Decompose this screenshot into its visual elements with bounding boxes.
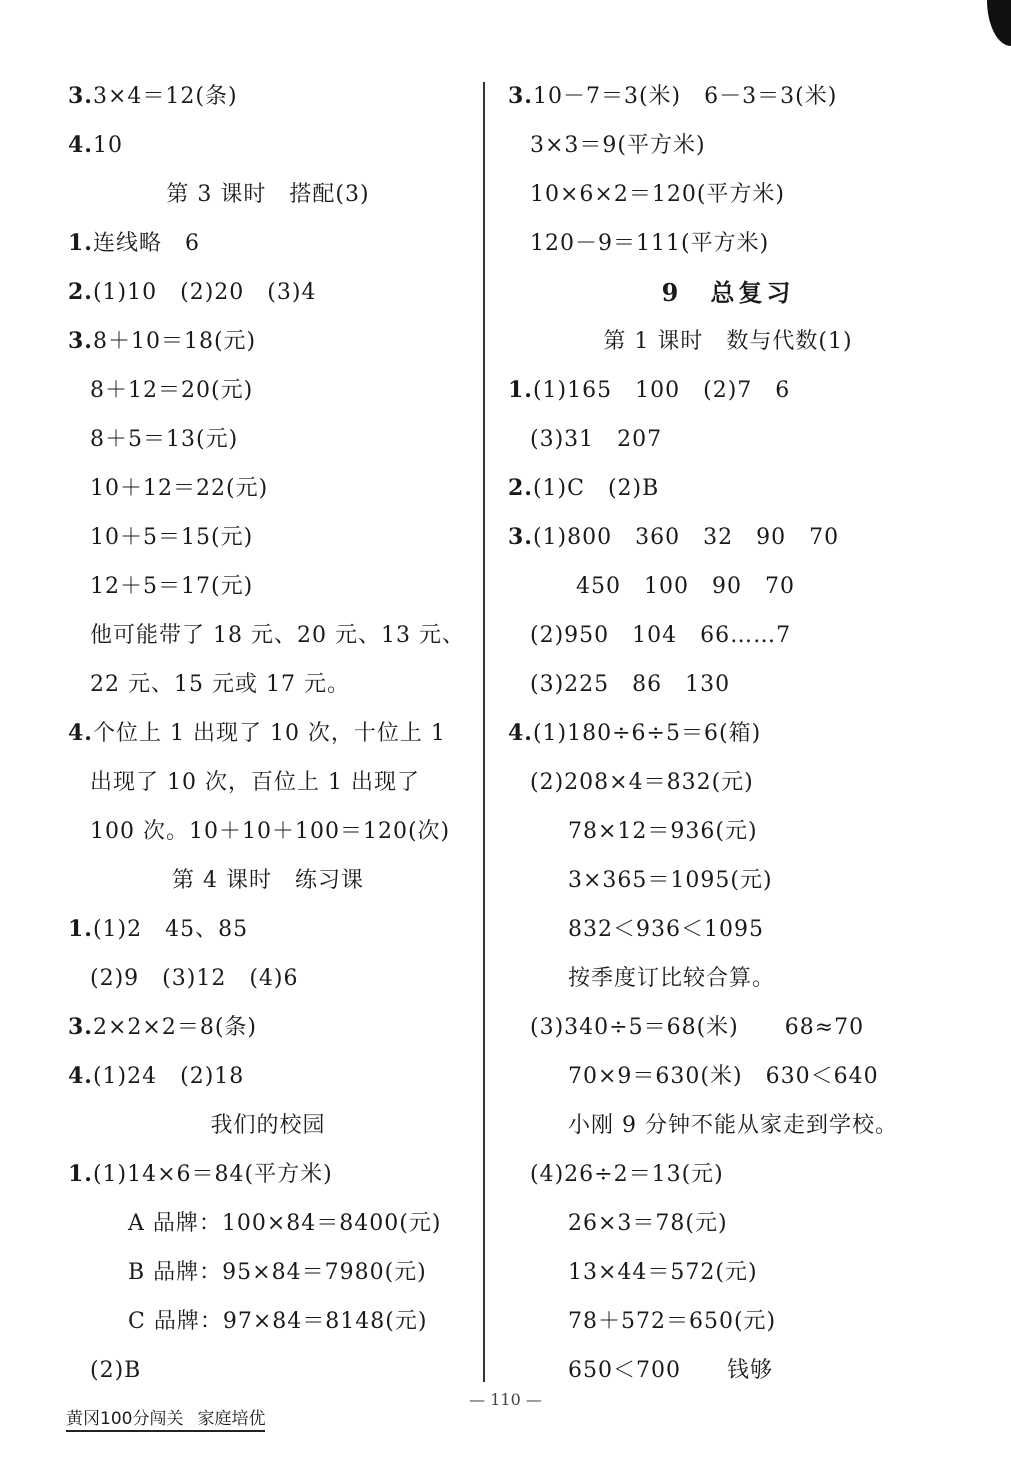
page-corner-mark <box>987 0 1011 46</box>
section-heading <box>508 268 948 317</box>
answer-line <box>68 415 468 464</box>
answer-line <box>68 219 468 268</box>
answer-text: 10 <box>92 133 123 158</box>
answer-text: 10－7＝3(米) 6－3＝3(米) <box>532 84 838 109</box>
answer-text: 22 元、15 元或 17 元。 <box>90 672 350 697</box>
answer-text: (1)24 (2)18 <box>92 1064 245 1089</box>
question-number: 1. <box>68 1161 93 1187</box>
question-number: 3. <box>508 83 533 109</box>
answer-line <box>508 1297 948 1346</box>
heading-text: 第 3 课时 搭配(3) <box>166 182 370 207</box>
answer-text: 连线略 6 <box>92 231 200 256</box>
answer-text: (2)950 104 66……7 <box>530 623 792 648</box>
answer-text: 78×12＝936(元) <box>568 819 758 844</box>
answer-line <box>508 366 948 415</box>
answer-text: 10＋5＝15(元) <box>90 525 254 550</box>
answer-text: (3)31 207 <box>530 427 663 452</box>
answer-line <box>508 464 948 513</box>
answer-line <box>68 954 468 1003</box>
answer-text: 8＋10＝18(元) <box>92 329 257 354</box>
answer-text: 78＋572＝650(元) <box>568 1309 777 1334</box>
answer-line <box>508 807 948 856</box>
answer-line <box>508 954 948 1003</box>
question-number: 3. <box>68 1014 93 1040</box>
question-number: 4. <box>68 1063 93 1089</box>
answer-text: (2)208×4＝832(元) <box>530 770 754 795</box>
answer-text: (1)180÷6÷5＝6(箱) <box>532 721 762 746</box>
answer-line <box>508 1199 948 1248</box>
answer-line <box>68 121 468 170</box>
question-number: 4. <box>68 720 93 746</box>
page-number: — 110 — <box>469 1390 542 1409</box>
answer-text: 13×44＝572(元) <box>568 1260 758 1285</box>
question-number: 4. <box>68 132 93 158</box>
answer-text: 10＋12＝22(元) <box>90 476 269 501</box>
answer-line <box>68 758 468 807</box>
answer-text: 3×365＝1095(元) <box>568 868 773 893</box>
section-heading <box>68 170 468 219</box>
answer-line <box>68 366 468 415</box>
answer-line <box>68 1003 468 1052</box>
answer-text: B 品牌：95×84＝7980(元) <box>128 1260 427 1285</box>
question-number: 3. <box>508 524 533 550</box>
answer-line <box>68 807 468 856</box>
answer-line <box>508 856 948 905</box>
brand-title: 黄冈100分闯关 <box>66 1409 184 1429</box>
answer-line <box>508 415 948 464</box>
question-number: 4. <box>508 720 533 746</box>
answer-line <box>508 513 948 562</box>
answer-line <box>508 1052 948 1101</box>
answer-text: 832＜936＜1095 <box>568 917 764 942</box>
answer-line <box>508 758 948 807</box>
answer-line <box>68 1346 468 1395</box>
answer-text: (3)340÷5＝68(米) 68≈70 <box>530 1015 865 1040</box>
footer-brand <box>66 1404 265 1432</box>
answer-text: 小刚 9 分钟不能从家走到学校。 <box>568 1113 898 1138</box>
answer-line <box>68 268 468 317</box>
answer-line <box>68 905 468 954</box>
answer-line <box>508 170 948 219</box>
heading-text: 我们的校园 <box>210 1113 326 1138</box>
question-number: 1. <box>508 377 533 403</box>
answer-text: (2)B <box>90 1358 142 1383</box>
answer-line <box>68 72 468 121</box>
answer-text: 个位上 1 出现了 10 次，十位上 1 <box>92 721 446 746</box>
answer-line <box>508 1248 948 1297</box>
answer-line <box>68 513 468 562</box>
question-number: 3. <box>68 83 93 109</box>
answer-line <box>508 219 948 268</box>
answer-text: (3)225 86 130 <box>530 672 731 697</box>
answer-line <box>508 660 948 709</box>
question-number: 3. <box>68 328 93 354</box>
answer-line <box>68 709 468 758</box>
column-divider <box>483 82 485 1382</box>
answer-text: A 品牌：100×84＝8400(元) <box>128 1211 442 1236</box>
heading-text: 9 总复习 <box>661 278 795 307</box>
answer-line <box>508 1150 948 1199</box>
answer-line <box>68 1248 468 1297</box>
answer-text: (1)165 100 (2)7 6 <box>532 378 791 403</box>
answer-text: 8＋5＝13(元) <box>90 427 239 452</box>
answer-text: 70×9＝630(米) 630＜640 <box>568 1064 879 1089</box>
answer-line <box>508 709 948 758</box>
answer-text: 26×3＝78(元) <box>568 1211 728 1236</box>
answer-line <box>68 1150 468 1199</box>
answer-line <box>68 660 468 709</box>
brand-subtitle: 家庭培优 <box>197 1409 266 1429</box>
answer-text: 按季度订比较合算。 <box>568 966 776 991</box>
question-number: 1. <box>68 916 93 942</box>
answer-line <box>508 905 948 954</box>
answer-line <box>508 121 948 170</box>
question-number: 2. <box>508 475 533 501</box>
answer-text: (1)2 45、85 <box>92 917 249 942</box>
answer-text: 8＋12＝20(元) <box>90 378 254 403</box>
left-answer-column <box>68 72 468 1395</box>
answer-text: 他可能带了 18 元、20 元、13 元、 <box>90 623 465 648</box>
answer-line <box>68 611 468 660</box>
answer-text: (4)26÷2＝13(元) <box>530 1162 724 1187</box>
answer-line <box>68 1297 468 1346</box>
section-heading <box>508 317 948 366</box>
question-number: 1. <box>68 230 93 256</box>
section-heading <box>68 1101 468 1150</box>
answer-line <box>68 464 468 513</box>
answer-text: 出现了 10 次，百位上 1 出现了 <box>90 770 420 795</box>
answer-text: (2)9 (3)12 (4)6 <box>90 966 299 991</box>
answer-line <box>68 1199 468 1248</box>
answer-text: 450 100 90 70 <box>576 574 795 599</box>
heading-text: 第 1 课时 数与代数(1) <box>603 329 853 354</box>
answer-text: 2×2×2＝8(条) <box>92 1015 257 1040</box>
answer-line <box>508 1101 948 1150</box>
answer-line <box>68 317 468 366</box>
answer-text: 10×6×2＝120(平方米) <box>530 182 786 207</box>
answer-line <box>508 611 948 660</box>
answer-text: (1)800 360 32 90 70 <box>532 525 840 550</box>
answer-text: 100 次。10＋10＋100＝120(次) <box>90 819 451 844</box>
answer-text: 120－9＝111(平方米) <box>530 231 770 256</box>
answer-line <box>508 72 948 121</box>
answer-line <box>508 562 948 611</box>
heading-text: 第 4 课时 练习课 <box>172 868 364 893</box>
answer-text: 3×4＝12(条) <box>92 84 238 109</box>
answer-text: (1)14×6＝84(平方米) <box>92 1162 333 1187</box>
answer-text: (1)10 (2)20 (3)4 <box>92 280 317 305</box>
question-number: 2. <box>68 279 93 305</box>
answer-text: (1)C (2)B <box>532 476 660 501</box>
right-answer-column <box>508 72 948 1395</box>
answer-line <box>508 1003 948 1052</box>
answer-line <box>68 562 468 611</box>
answer-text: C 品牌：97×84＝8148(元) <box>128 1309 428 1334</box>
section-heading <box>68 856 468 905</box>
answer-line <box>68 1052 468 1101</box>
answer-line <box>508 1346 948 1395</box>
answer-text: 3×3＝9(平方米) <box>530 133 706 158</box>
answer-text: 12＋5＝17(元) <box>90 574 254 599</box>
answer-text: 650＜700 钱够 <box>568 1358 773 1383</box>
